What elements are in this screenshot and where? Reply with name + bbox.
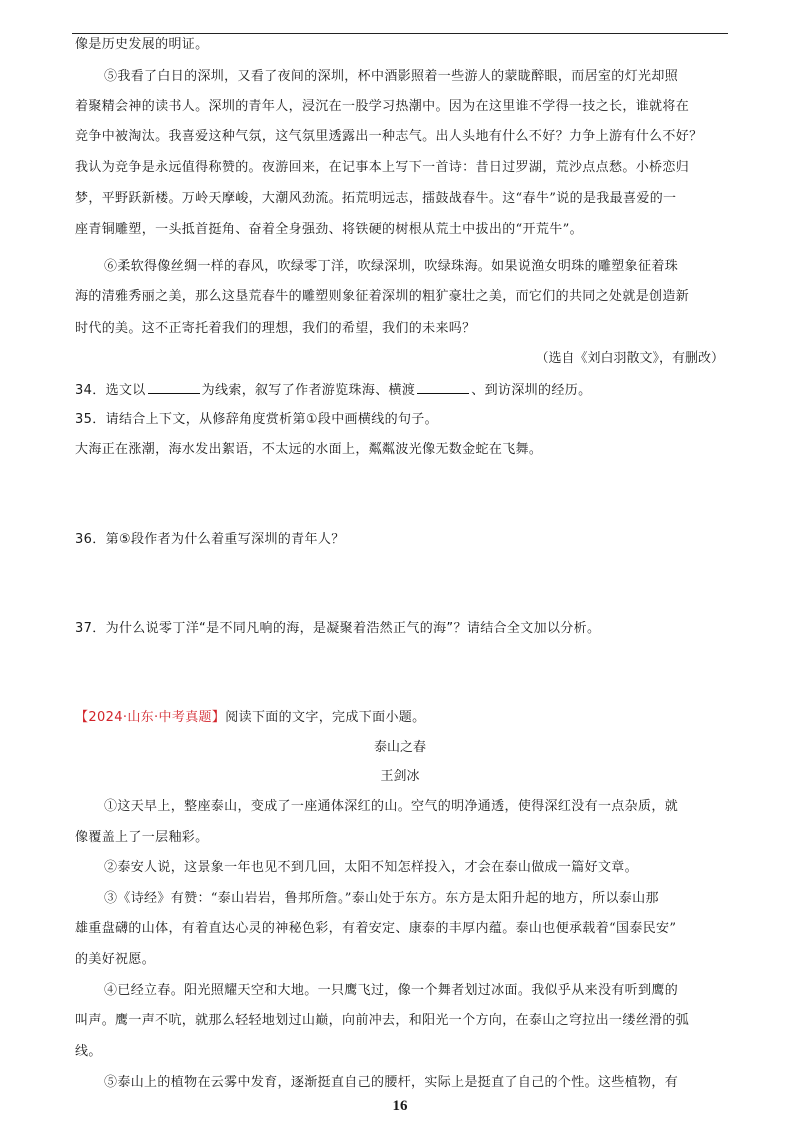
- source-citation: （选自《刘白羽散文》，有删改）: [535, 351, 724, 366]
- header-rule: [72, 33, 728, 34]
- article-line: ①这天早上，整座泰山，变成了一座通体深红的山。空气的明净通透，使得深红没有一点杂质，就: [104, 799, 679, 814]
- answer-blank-2[interactable]: [417, 381, 469, 394]
- passage-line: 着聚精会神的读书人。深圳的青年人，浸沉在一股学习热潮中。因为在这里谁不学得一技之长，谁就将在: [75, 99, 690, 114]
- article-line: ②泰安人说，这景象一年也见不到几回，太阳不知怎样投入，才会在泰山做成一篇好文章。: [104, 860, 639, 875]
- page-number: 16: [392, 1098, 408, 1114]
- section-intro: 阅读下面的文字，完成下面小题。: [225, 710, 426, 725]
- q34-text-c: 、到访深圳的经历。: [471, 383, 592, 398]
- question-37: 37．为什么说零丁洋“是不同凡响的海，是凝聚着浩然正气的海”？请结合全文加以分析。: [75, 621, 601, 636]
- q34-text-b: 为线索，叙写了作者游览珠海、横渡: [201, 383, 416, 398]
- question-35: 35．请结合上下文，从修辞角度赏析第①段中画横线的句子。: [75, 412, 438, 427]
- q34-text-a: 34．选文以: [75, 383, 146, 398]
- passage-line: ⑥柔软得像丝绸一样的春风，吹绿零丁洋，吹绿深圳，吹绿珠海。如果说渔女明珠的雕塑象征着珠: [104, 259, 679, 274]
- section-header: [75, 709, 426, 727]
- article-line: ④已经立春。阳光照耀天空和大地。一只鹰飞过，像一个舞者划过冰面。我似乎从来没有听到鹰的: [104, 983, 679, 998]
- passage-line: 海的清雅秀丽之美，那么这垦荒春牛的雕塑则象征着深圳的粗犷豪壮之美，而它们的共同之处就是创造新: [75, 289, 690, 304]
- article-line: 的美好祝愿。: [75, 952, 156, 967]
- article-line: 线。: [75, 1044, 102, 1059]
- article-title: 泰山之春: [373, 740, 426, 755]
- answer-blank-1[interactable]: [148, 381, 200, 394]
- question-36: 36．第⑤段作者为什么着重写深圳的青年人？: [75, 532, 345, 547]
- question-35-sentence: 大海正在涨潮，海水发出絮语，不太远的水面上，粼粼波光像无数金蛇在飞舞。: [75, 442, 543, 457]
- exam-source-tag: 【2024·山东·中考真题】: [75, 710, 226, 725]
- question-34: [75, 381, 591, 400]
- article-line: ③《诗经》有赞：“泰山岩岩，鲁邦所詹。”泰山处于东方。东方是太阳升起的地方，所以泰山那: [104, 891, 659, 906]
- article-author: 王剑冰: [380, 769, 420, 784]
- article-line: 像覆盖上了一层釉彩。: [75, 830, 209, 845]
- passage-line: 我认为竞争是永远值得称赞的。夜游回来，在记事本上写下一首诗：昔日过罗湖，荒沙点点愁。小桥恋归: [75, 160, 690, 175]
- article-line: 叫声。鹰一声不吭，就那么轻轻地划过山巅，向前冲去，和阳光一个方向，在泰山之穹拉出一缕丝滑的弧: [75, 1013, 690, 1028]
- passage-line: ⑤我看了白日的深圳，又看了夜间的深圳，杯中酒影照着一些游人的蒙眬醉眼，而居室的灯光却照: [104, 69, 679, 84]
- passage-line: 梦，平野跃新楼。万岭天摩峻，大潮风劲流。拓荒明远志，擂鼓战春牛。这“春牛”说的是我最喜爱的一: [75, 191, 677, 206]
- passage-line: 像是历史发展的明证。: [75, 37, 209, 52]
- passage-line: 时代的美。这不正寄托着我们的理想，我们的希望，我们的未来吗？: [75, 321, 476, 336]
- article-line: 雄重盘礴的山体，有着直达心灵的神秘色彩，有着安定、康泰的丰厚内蕴。泰山也便承载着“国泰民安”: [75, 921, 677, 936]
- article-line: ⑤泰山上的植物在云雾中发育，逐渐挺直自己的腰杆，实际上是挺直了自己的个性。这些植物，有: [104, 1075, 679, 1090]
- passage-line: 竞争中被淘汰。我喜爱这种气氛，这气氛里透露出一种志气。出人头地有什么不好？力争上游有什么不好？: [75, 129, 703, 144]
- passage-line: 座青铜雕塑，一头抵首挺角、奋着全身强劲、将铁硬的树根从荒土中拔出的“开荒牛”。: [75, 222, 583, 237]
